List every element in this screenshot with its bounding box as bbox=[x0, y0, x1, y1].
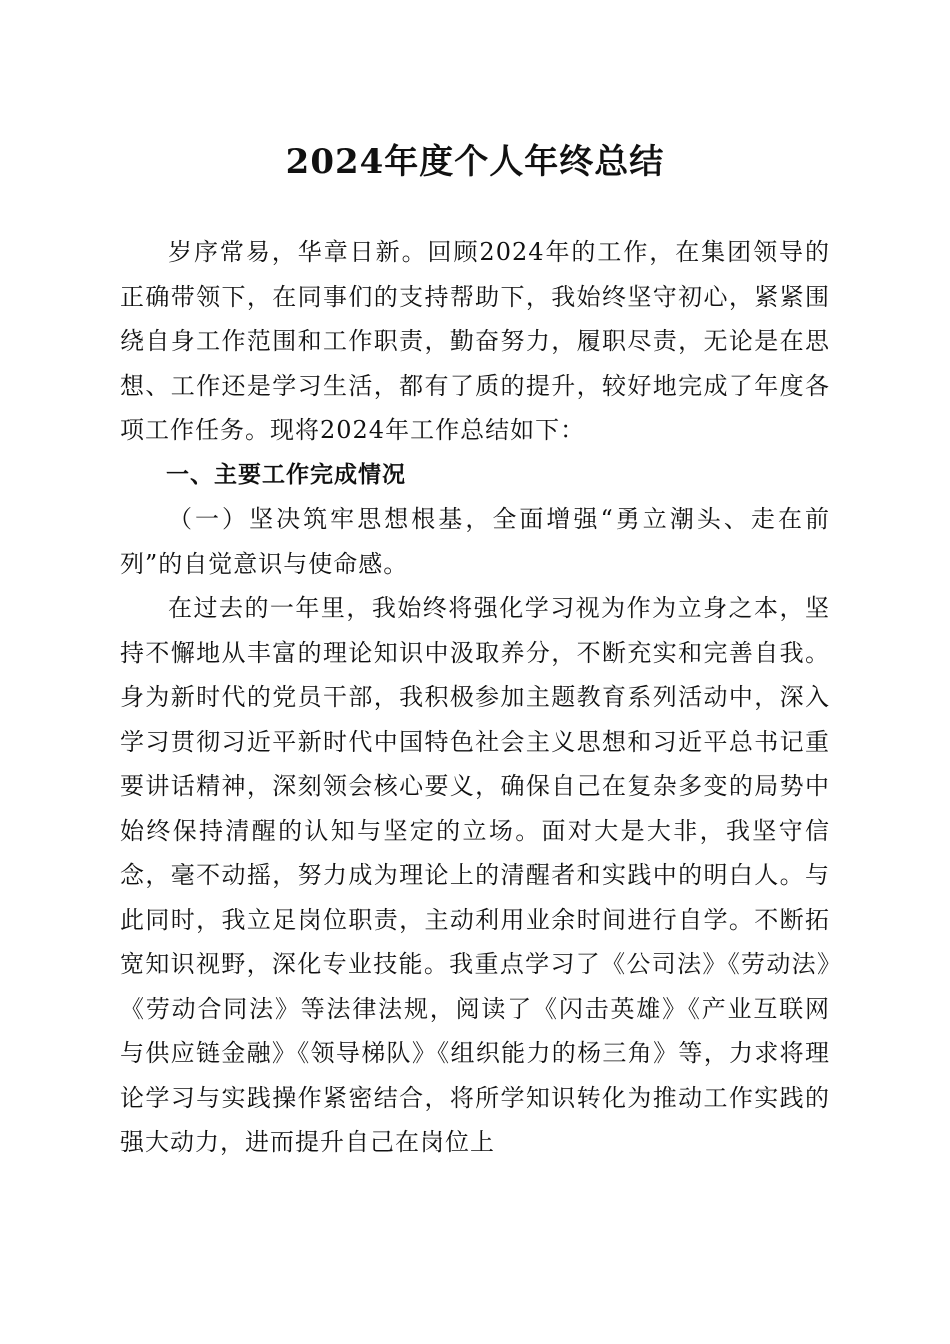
document-title: 2024年度个人年终总结 bbox=[285, 142, 665, 182]
intro-paragraph: 岁序常易，华章日新。回顾2024年的工作，在集团领导的正确带领下，在同事们的支持帮助下，我始终坚守初心，紧紧围绕自身工作范围和工作职责，勤奋努力，履职尽责，无论是在思想、工作还是学习生活，都有了质的提升，较好地完成了年度各项工作任务。现将2024年工作总结如下： bbox=[120, 238, 830, 444]
section-heading: 一、主要工作完成情况 bbox=[166, 461, 406, 488]
document-body bbox=[120, 230, 830, 1165]
subsection-heading: （一）坚决筑牢思想根基，全面增强“勇立潮头、走在前列”的自觉意识与使命感。 bbox=[120, 505, 830, 578]
body-paragraph: 在过去的一年里，我始终将强化学习视为作为立身之本，坚持不懈地从丰富的理论知识中汲取养分，不断充实和完善自我。身为新时代的党员干部，我积极参加主题教育系列活动中，深入学习贯彻习近平新时代中国特色社会主义思想和习近平总书记重要讲话精神，深刻领会核心要义，确保自己在复杂多变的局势中始终保持清醒的认知与坚定的立场。面对大是大非，我坚守信念，毫不动摇，努力成为理论上的清醒者和实践中的明白人。与此同时，我立足岗位职责，主动利用业余时间进行自学。不断拓宽知识视野，深化专业技能。我重点学习了《公司法》《劳动法》《劳动合同法》等法律法规，阅读了《闪击英雄》《产业互联网与供应链金融》《领导梯队》《组织能力的杨三角》等，力求将理论学习与实践操作紧密结合，将所学知识转化为推动工作实践的强大动力，进而提升自己在岗位上 bbox=[120, 594, 830, 1156]
